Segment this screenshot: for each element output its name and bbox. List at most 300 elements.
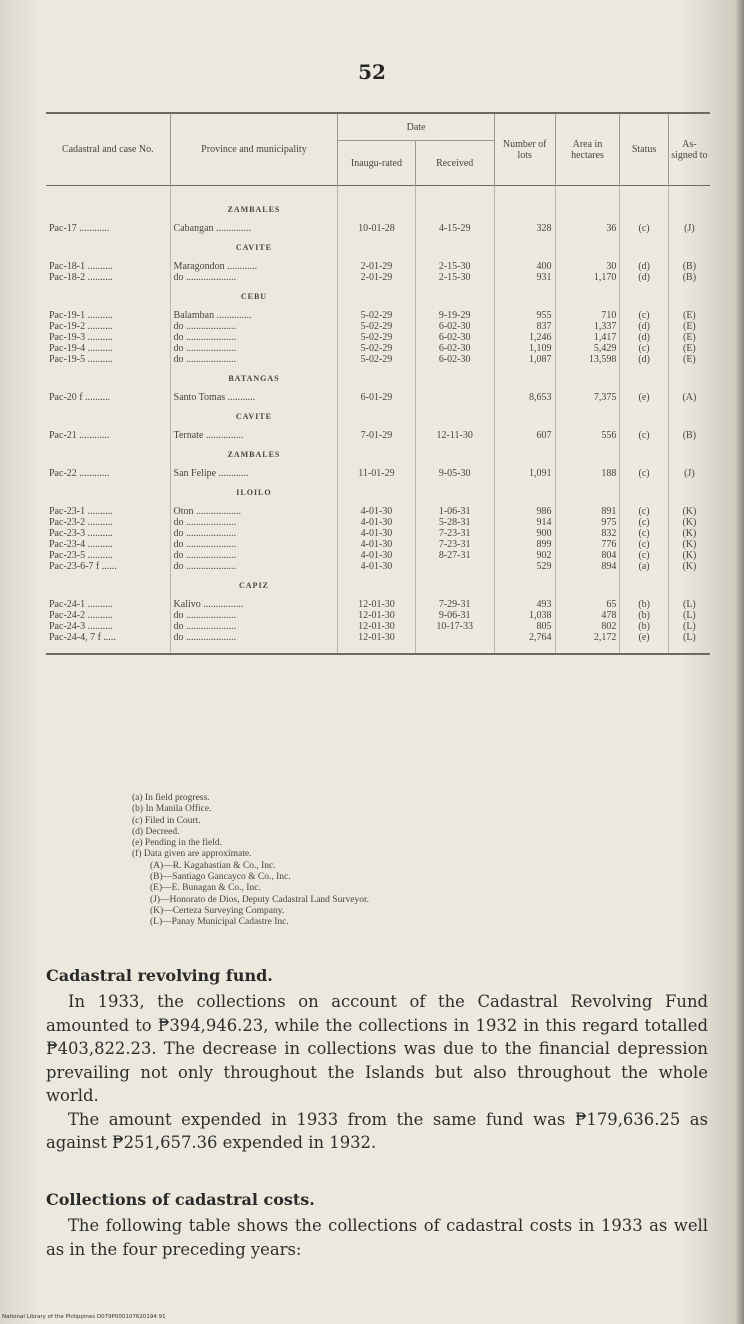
paragraph: The amount expended in 1933 from the same fund was ₱179,636.25 as against ₱251,657.36 expended in 1932. bbox=[46, 1109, 708, 1152]
cell-province: do .................... bbox=[170, 343, 338, 354]
spacer-cell bbox=[668, 643, 710, 654]
table-header bbox=[46, 113, 710, 186]
table-row bbox=[46, 468, 710, 479]
cell-lots: 493 bbox=[494, 599, 555, 610]
cell-case-no: Pac-24-1 .......... bbox=[49, 599, 113, 610]
cell-received: 4-15-29 bbox=[415, 223, 494, 234]
cell-area: 776 bbox=[555, 539, 620, 550]
cell-case-no: Pac-19-2 .......... bbox=[49, 321, 113, 332]
cell-status: (c) bbox=[620, 550, 668, 561]
cell-received: 7-23-31 bbox=[415, 539, 494, 550]
section-spacer bbox=[668, 403, 710, 430]
table-row bbox=[46, 272, 710, 283]
section-row bbox=[46, 365, 710, 392]
cell-lots: 1,038 bbox=[494, 610, 555, 621]
section-spacer bbox=[555, 572, 620, 599]
cell-inaugurated: 5-02-29 bbox=[338, 343, 415, 354]
section-spacer bbox=[668, 196, 710, 223]
cell-received: 9-19-29 bbox=[415, 310, 494, 321]
cell-lots: 607 bbox=[494, 430, 555, 441]
cell-assigned: (L) bbox=[668, 599, 710, 610]
cell-assigned: (K) bbox=[668, 561, 710, 572]
section-row bbox=[46, 234, 710, 261]
cell-assigned: (L) bbox=[668, 621, 710, 632]
cell-case-no: Pac-19-3 .......... bbox=[49, 332, 113, 343]
cell-received bbox=[415, 561, 494, 572]
cell-case-no: Pac-19-1 .......... bbox=[49, 310, 113, 321]
cell-status: (c) bbox=[620, 343, 668, 354]
cell-area: 802 bbox=[555, 621, 620, 632]
heading-cadastral-costs: Collections of cadastral costs. bbox=[46, 1190, 315, 1209]
section-spacer bbox=[555, 234, 620, 261]
col-header-lots: Number of lots bbox=[494, 113, 555, 186]
footnote: (d) Decreed. bbox=[132, 826, 180, 837]
col-header-case-no: Cadastral and case No. bbox=[61, 144, 154, 155]
col-header-area: Area in hectares bbox=[555, 113, 620, 186]
cell-status: (e) bbox=[620, 392, 668, 403]
cell-province: Oton .................. bbox=[170, 506, 338, 517]
table-row bbox=[46, 430, 710, 441]
cell-assigned: (K) bbox=[668, 528, 710, 539]
col-header-status: Status bbox=[620, 113, 668, 186]
table-row bbox=[46, 632, 710, 643]
cell-area: 975 bbox=[555, 517, 620, 528]
table-row bbox=[46, 261, 710, 272]
section-spacer bbox=[415, 441, 494, 468]
cell-province: do .................... bbox=[170, 539, 338, 550]
section-spacer bbox=[620, 234, 668, 261]
section-province-name: ZAMBALES bbox=[170, 196, 338, 223]
section-spacer bbox=[555, 403, 620, 430]
spacer-cell bbox=[620, 643, 668, 654]
cell-received: 6-02-30 bbox=[415, 321, 494, 332]
section-spacer bbox=[668, 441, 710, 468]
cell-area: 556 bbox=[555, 430, 620, 441]
section-spacer bbox=[338, 196, 415, 223]
cell-lots: 900 bbox=[494, 528, 555, 539]
section-spacer bbox=[620, 572, 668, 599]
cell-assigned: (E) bbox=[668, 321, 710, 332]
cell-status: (c) bbox=[620, 528, 668, 539]
cell-received: 12-11-30 bbox=[415, 430, 494, 441]
section-spacer bbox=[555, 441, 620, 468]
section-spacer bbox=[494, 479, 555, 506]
footnote: (B)—Santiago Gancayco & Co., Inc. bbox=[150, 872, 291, 883]
table-row bbox=[46, 550, 710, 561]
cell-assigned: (B) bbox=[668, 430, 710, 441]
section-spacer bbox=[338, 283, 415, 310]
col-header-inaugurated: Inaugu-rated bbox=[338, 141, 415, 186]
section-spacer bbox=[555, 196, 620, 223]
section-spacer bbox=[46, 196, 170, 223]
cell-area: 710 bbox=[555, 310, 620, 321]
section-row bbox=[46, 196, 710, 223]
cell-province: San Felipe ............ bbox=[170, 468, 338, 479]
section-province-name: CAPIZ bbox=[170, 572, 338, 599]
spacer-cell bbox=[415, 186, 494, 197]
cell-status: (d) bbox=[620, 261, 668, 272]
cell-received: 7-29-31 bbox=[415, 599, 494, 610]
spacer-cell bbox=[555, 643, 620, 654]
cell-province: do .................... bbox=[170, 517, 338, 528]
section-spacer bbox=[620, 441, 668, 468]
cell-area: 2,172 bbox=[555, 632, 620, 643]
cell-status: (e) bbox=[620, 632, 668, 643]
cell-lots: 899 bbox=[494, 539, 555, 550]
spacer-cell bbox=[494, 643, 555, 654]
cell-lots: 931 bbox=[494, 272, 555, 283]
footnote: (f) Data given are approximate. bbox=[132, 849, 252, 860]
section-spacer bbox=[415, 479, 494, 506]
cell-province: Santo Tomas ........... bbox=[170, 392, 338, 403]
cell-area: 188 bbox=[555, 468, 620, 479]
cell-case-no: Pac-21 ............ bbox=[49, 430, 110, 441]
cell-status: (b) bbox=[620, 610, 668, 621]
cell-area: 65 bbox=[555, 599, 620, 610]
cell-area: 1,337 bbox=[555, 321, 620, 332]
cell-status: (c) bbox=[620, 468, 668, 479]
cell-assigned: (E) bbox=[668, 343, 710, 354]
section-spacer bbox=[46, 441, 170, 468]
section-province-name: CAVITE bbox=[170, 234, 338, 261]
cell-case-no: Pac-23-2 .......... bbox=[49, 517, 113, 528]
cadastral-costs-text bbox=[46, 1214, 708, 1261]
section-spacer bbox=[415, 365, 494, 392]
cell-area: 5,429 bbox=[555, 343, 620, 354]
cell-area: 1,170 bbox=[555, 272, 620, 283]
cell-received: 10-17-33 bbox=[415, 621, 494, 632]
section-province-name: CAVITE bbox=[170, 403, 338, 430]
section-spacer bbox=[415, 572, 494, 599]
section-spacer bbox=[668, 479, 710, 506]
cell-case-no: Pac-23-1 .......... bbox=[49, 506, 113, 517]
cell-assigned: (B) bbox=[668, 261, 710, 272]
spacer-cell bbox=[668, 186, 710, 197]
cell-province: do .................... bbox=[170, 528, 338, 539]
spacer-row bbox=[46, 186, 710, 197]
cell-case-no: Pac-22 ............ bbox=[49, 468, 110, 479]
col-header-received: Received bbox=[415, 141, 494, 186]
cell-area: 30 bbox=[555, 261, 620, 272]
cell-province: Cabangan .............. bbox=[170, 223, 338, 234]
table-row bbox=[46, 528, 710, 539]
cell-status: (c) bbox=[620, 539, 668, 550]
cell-lots: 955 bbox=[494, 310, 555, 321]
section-spacer bbox=[494, 234, 555, 261]
section-spacer bbox=[338, 479, 415, 506]
cell-province: do .................... bbox=[170, 354, 338, 365]
section-spacer bbox=[415, 403, 494, 430]
section-spacer bbox=[620, 365, 668, 392]
cell-assigned: (K) bbox=[668, 506, 710, 517]
cell-assigned: (E) bbox=[668, 310, 710, 321]
cell-status: (d) bbox=[620, 272, 668, 283]
cell-area: 804 bbox=[555, 550, 620, 561]
cell-inaugurated: 5-02-29 bbox=[338, 321, 415, 332]
cell-province: Maragondon ............ bbox=[170, 261, 338, 272]
spacer-cell bbox=[170, 186, 338, 197]
cell-status: (b) bbox=[620, 599, 668, 610]
cell-lots: 1,087 bbox=[494, 354, 555, 365]
table-row bbox=[46, 506, 710, 517]
cell-assigned: (J) bbox=[668, 223, 710, 234]
section-spacer bbox=[668, 283, 710, 310]
cell-assigned: (L) bbox=[668, 610, 710, 621]
col-header-assigned: As-signed to bbox=[668, 113, 710, 186]
col-header-date: Date bbox=[338, 113, 494, 141]
footnote: (c) Filed in Court. bbox=[132, 815, 201, 826]
footnote: (b) In Manila Office. bbox=[132, 804, 212, 815]
section-spacer bbox=[620, 403, 668, 430]
cell-assigned: (K) bbox=[668, 539, 710, 550]
cell-case-no: Pac-23-4 .......... bbox=[49, 539, 113, 550]
cell-assigned: (E) bbox=[668, 332, 710, 343]
paragraph: The following table shows the collections of cadastral costs in 1933 as well as in the four preceding years: bbox=[46, 1216, 708, 1259]
cell-inaugurated: 12-01-30 bbox=[338, 599, 415, 610]
cadastral-cases-table bbox=[46, 112, 710, 655]
section-province-name: BATANGAS bbox=[170, 365, 338, 392]
cell-case-no: Pac-24-3 .......... bbox=[49, 621, 113, 632]
cell-received: 5-28-31 bbox=[415, 517, 494, 528]
cell-received: 6-02-30 bbox=[415, 354, 494, 365]
spacer-cell bbox=[620, 186, 668, 197]
section-spacer bbox=[46, 403, 170, 430]
cell-inaugurated: 4-01-30 bbox=[338, 550, 415, 561]
cell-inaugurated: 5-02-29 bbox=[338, 310, 415, 321]
section-province-name: ZAMBALES bbox=[170, 441, 338, 468]
cell-area: 7,375 bbox=[555, 392, 620, 403]
section-spacer bbox=[46, 283, 170, 310]
footnote: (E)—E. Bunagan & Co., Inc. bbox=[150, 883, 261, 894]
page-number: 52 bbox=[358, 60, 386, 84]
footnote: (A)—R. Kagahastian & Co., Inc. bbox=[150, 860, 276, 871]
table-row bbox=[46, 332, 710, 343]
cell-inaugurated: 11-01-29 bbox=[338, 468, 415, 479]
cell-status: (d) bbox=[620, 321, 668, 332]
cell-inaugurated: 7-01-29 bbox=[338, 430, 415, 441]
spacer-cell bbox=[415, 643, 494, 654]
section-spacer bbox=[415, 283, 494, 310]
spacer-cell bbox=[46, 643, 170, 654]
cell-province: do .................... bbox=[170, 632, 338, 643]
cell-received: 9-06-31 bbox=[415, 610, 494, 621]
cell-case-no: Pac-18-1 .......... bbox=[49, 261, 113, 272]
section-spacer bbox=[620, 283, 668, 310]
section-spacer bbox=[494, 196, 555, 223]
spacer-row bbox=[46, 643, 710, 654]
footnote: (a) In field progress. bbox=[132, 793, 210, 803]
cell-lots: 1,091 bbox=[494, 468, 555, 479]
section-spacer bbox=[338, 572, 415, 599]
spacer-cell bbox=[555, 186, 620, 197]
spacer-cell bbox=[338, 186, 415, 197]
cell-province: do .................... bbox=[170, 321, 338, 332]
cell-area: 36 bbox=[555, 223, 620, 234]
section-spacer bbox=[668, 365, 710, 392]
footnote: (K)—Certeza Surveying Company. bbox=[150, 905, 285, 916]
cell-status: (c) bbox=[620, 517, 668, 528]
footnote: (J)—Honorato de Dios, Deputy Cadastral Land Surveyor. bbox=[150, 894, 369, 905]
scan-footer: National Library of the Philippines D079P000107620194 91 bbox=[2, 1314, 166, 1320]
section-spacer bbox=[620, 479, 668, 506]
section-row bbox=[46, 572, 710, 599]
cell-inaugurated: 4-01-30 bbox=[338, 506, 415, 517]
cell-status: (d) bbox=[620, 354, 668, 365]
col-header-province: Province and municipality bbox=[170, 113, 338, 186]
cell-area: 832 bbox=[555, 528, 620, 539]
cell-lots: 8,653 bbox=[494, 392, 555, 403]
section-province-name: ILOILO bbox=[170, 479, 338, 506]
section-spacer bbox=[494, 572, 555, 599]
section-spacer bbox=[415, 196, 494, 223]
cell-inaugurated: 4-01-30 bbox=[338, 539, 415, 550]
cell-lots: 837 bbox=[494, 321, 555, 332]
cell-inaugurated: 4-01-30 bbox=[338, 561, 415, 572]
cell-received bbox=[415, 392, 494, 403]
cell-assigned: (A) bbox=[668, 392, 710, 403]
cell-status: (c) bbox=[620, 430, 668, 441]
cell-status: (c) bbox=[620, 223, 668, 234]
cell-inaugurated: 10-01-28 bbox=[338, 223, 415, 234]
cell-province: Kalivo ................ bbox=[170, 599, 338, 610]
cell-area: 1,417 bbox=[555, 332, 620, 343]
footnote: (L)—Panay Municipal Cadastre Inc. bbox=[150, 917, 289, 928]
section-spacer bbox=[415, 234, 494, 261]
section-row bbox=[46, 441, 710, 468]
cell-received: 6-02-30 bbox=[415, 332, 494, 343]
section-spacer bbox=[494, 365, 555, 392]
table-footnotes bbox=[132, 793, 369, 929]
cell-province: Ternate ............... bbox=[170, 430, 338, 441]
table-row bbox=[46, 343, 710, 354]
cell-area: 891 bbox=[555, 506, 620, 517]
section-spacer bbox=[46, 234, 170, 261]
cell-lots: 400 bbox=[494, 261, 555, 272]
cell-case-no: Pac-18-2 .......... bbox=[49, 272, 113, 283]
cell-inaugurated: 4-01-30 bbox=[338, 517, 415, 528]
section-spacer bbox=[338, 365, 415, 392]
cell-case-no: Pac-24-2 .......... bbox=[49, 610, 113, 621]
cell-inaugurated: 6-01-29 bbox=[338, 392, 415, 403]
cell-assigned: (L) bbox=[668, 632, 710, 643]
section-row bbox=[46, 403, 710, 430]
section-spacer bbox=[668, 572, 710, 599]
cell-province: do .................... bbox=[170, 272, 338, 283]
cell-received: 8-27-31 bbox=[415, 550, 494, 561]
section-spacer bbox=[494, 283, 555, 310]
cell-status: (a) bbox=[620, 561, 668, 572]
cell-status: (d) bbox=[620, 332, 668, 343]
cell-inaugurated: 2-01-29 bbox=[338, 272, 415, 283]
section-spacer bbox=[494, 441, 555, 468]
cell-received bbox=[415, 632, 494, 643]
cell-inaugurated: 2-01-29 bbox=[338, 261, 415, 272]
cell-assigned: (J) bbox=[668, 468, 710, 479]
cell-area: 13,598 bbox=[555, 354, 620, 365]
cell-lots: 1,109 bbox=[494, 343, 555, 354]
cell-province: Balamban .............. bbox=[170, 310, 338, 321]
cell-lots: 328 bbox=[494, 223, 555, 234]
cell-lots: 986 bbox=[494, 506, 555, 517]
cell-area: 894 bbox=[555, 561, 620, 572]
cell-lots: 902 bbox=[494, 550, 555, 561]
footnote: (e) Pending in the field. bbox=[132, 838, 222, 849]
cell-assigned: (E) bbox=[668, 354, 710, 365]
table-row bbox=[46, 539, 710, 550]
cell-province: do .................... bbox=[170, 621, 338, 632]
spacer-cell bbox=[338, 643, 415, 654]
cell-received: 2-15-30 bbox=[415, 261, 494, 272]
cell-lots: 805 bbox=[494, 621, 555, 632]
cell-lots: 529 bbox=[494, 561, 555, 572]
table-row bbox=[46, 517, 710, 528]
cell-inaugurated: 5-02-29 bbox=[338, 332, 415, 343]
cell-received: 9-05-30 bbox=[415, 468, 494, 479]
table-row bbox=[46, 354, 710, 365]
paragraph: In 1933, the collections on account of the Cadastral Revolving Fund amounted to ₱394,946.23, while the collections in 1932 in this regard totalled ₱403,822.23. The decrease in collections was due to the financial depression prevailing not only throughout the Islands but also throughout the whole world. bbox=[46, 992, 708, 1105]
section-row bbox=[46, 479, 710, 506]
revolving-fund-text bbox=[46, 990, 708, 1155]
cell-province: do .................... bbox=[170, 550, 338, 561]
spacer-cell bbox=[170, 643, 338, 654]
cell-case-no: Pac-23-3 .......... bbox=[49, 528, 113, 539]
table-body bbox=[46, 186, 710, 655]
table-row bbox=[46, 561, 710, 572]
section-spacer bbox=[338, 403, 415, 430]
cell-case-no: Pac-19-5 .......... bbox=[49, 354, 113, 365]
cell-case-no: Pac-19-4 .......... bbox=[49, 343, 113, 354]
section-spacer bbox=[494, 403, 555, 430]
section-spacer bbox=[555, 365, 620, 392]
section-row bbox=[46, 283, 710, 310]
cell-received: 1-06-31 bbox=[415, 506, 494, 517]
cell-assigned: (B) bbox=[668, 272, 710, 283]
cell-received: 7-23-31 bbox=[415, 528, 494, 539]
cell-lots: 1,246 bbox=[494, 332, 555, 343]
cell-received: 6-02-30 bbox=[415, 343, 494, 354]
section-spacer bbox=[555, 283, 620, 310]
cell-inaugurated: 12-01-30 bbox=[338, 621, 415, 632]
cell-lots: 2,764 bbox=[494, 632, 555, 643]
table-row bbox=[46, 392, 710, 403]
cell-assigned: (K) bbox=[668, 517, 710, 528]
table-row bbox=[46, 599, 710, 610]
cell-province: do .................... bbox=[170, 561, 338, 572]
cell-inaugurated: 4-01-30 bbox=[338, 528, 415, 539]
section-province-name: CEBU bbox=[170, 283, 338, 310]
heading-revolving-fund: Cadastral revolving fund. bbox=[46, 966, 273, 985]
table-row bbox=[46, 321, 710, 332]
table-row bbox=[46, 610, 710, 621]
cell-area: 478 bbox=[555, 610, 620, 621]
section-spacer bbox=[338, 441, 415, 468]
cell-status: (b) bbox=[620, 621, 668, 632]
section-spacer bbox=[46, 479, 170, 506]
cell-case-no: Pac-24-4, 7 f ..... bbox=[49, 632, 116, 643]
table-row bbox=[46, 223, 710, 234]
cell-status: (c) bbox=[620, 506, 668, 517]
cell-inaugurated: 12-01-30 bbox=[338, 610, 415, 621]
cell-province: do .................... bbox=[170, 332, 338, 343]
spacer-cell bbox=[494, 186, 555, 197]
cell-case-no: Pac-17 ............ bbox=[49, 223, 110, 234]
cell-status: (c) bbox=[620, 310, 668, 321]
cell-inaugurated: 5-02-29 bbox=[338, 354, 415, 365]
cell-received: 2-15-30 bbox=[415, 272, 494, 283]
cell-assigned: (K) bbox=[668, 550, 710, 561]
cell-inaugurated: 12-01-30 bbox=[338, 632, 415, 643]
spacer-cell bbox=[46, 186, 170, 197]
